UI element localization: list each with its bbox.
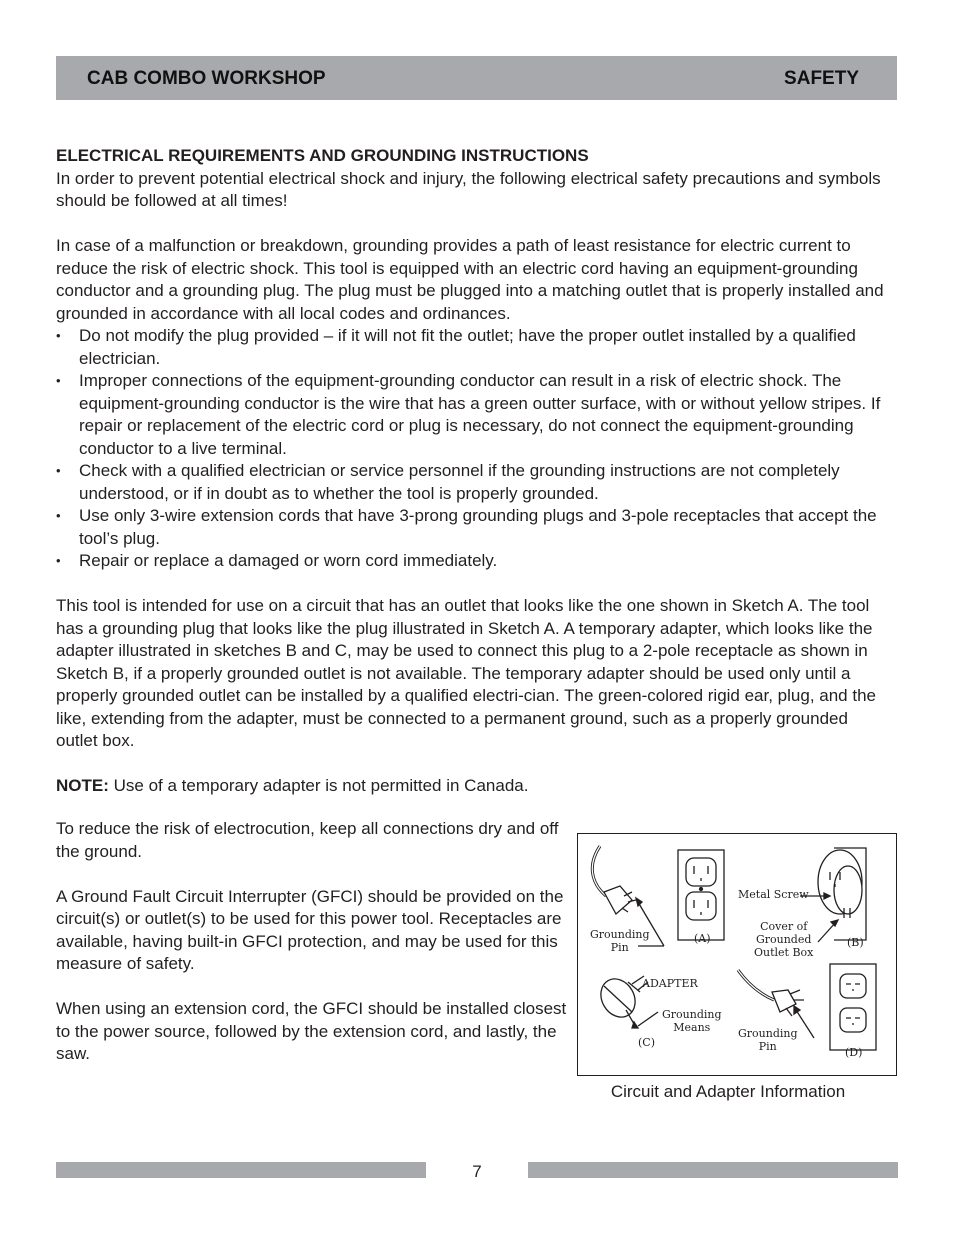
circuit-adapter-figure <box>577 833 897 1076</box>
sketch-a-label: (A) <box>694 932 711 945</box>
note-text: Use of a temporary adapter is not permitted in Canada. <box>108 776 529 795</box>
bullet-text: Use only 3-wire extension cords that have 3-prong grounding plugs and 3-pole receptacles that accept the tool’s plug. <box>79 506 877 548</box>
adapter-label: ADAPTER <box>642 977 698 990</box>
grounding-pin-label-a: Grounding Pin <box>590 928 650 954</box>
bullet-text: Improper connections of the equipment-grounding conductor can result in a risk of electric shock. The equipment-grounding conductor is the wire that has a green outter surface, with or without yellow stripes. If repair or replacement of the electric cord or plug is necessary, do not connect the equipment-grounding conductor to a live terminal. <box>79 371 881 458</box>
bullet-symbol: • <box>56 373 61 388</box>
figure-illustration <box>578 834 896 1075</box>
cover-box-label: Cover of Grounded Outlet Box <box>754 920 814 959</box>
intro-paragraph: In order to prevent potential electrical shock and injury, the following electrical safety precautions and symbols should be followed at all times! <box>56 168 881 210</box>
bullet-symbol: • <box>56 328 61 343</box>
bullet-item <box>56 370 892 460</box>
grounding-paragraph: In case of a malfunction or breakdown, grounding provides a path of least resistance for electric current to reduce the risk of electric shock. This tool is equipped with an electric cord having an equipment-grounding conductor and a grounding plug. The plug must be plugged into a matching outlet that is properly installed and grounded in accordance with all local codes and ordinances. <box>56 236 884 323</box>
grounding-means-label: Grounding Means <box>662 1008 722 1034</box>
safety-bullet-list <box>56 325 892 573</box>
bullet-text: Check with a qualified electrician or service personnel if the grounding instructions are not completely understood, or if in doubt as to whether the tool is properly grounded. <box>79 461 840 503</box>
bullet-item <box>56 460 892 505</box>
note-label: NOTE: <box>56 776 109 795</box>
main-content <box>56 145 892 798</box>
circuit-paragraph: This tool is intended for use on a circuit that has an outlet that looks like the one shown in Sketch A. The tool has a grounding plug that looks like the plug illustrated in Sketch A. A temporary adapter, which looks like the adapter illustrated in sketches B and C, may be used to connect this plug to a 2-pole receptacle as shown in Sketch B, if a properly grounded outlet is not available. The temporary adapter should be used only until a properly grounded outlet can be installed by a qualified electri-cian. The green-colored rigid ear, plug, and the like, extending from the adapter, must be connected to a permanent ground, such as a properly grounded outlet box. <box>56 596 876 750</box>
section-name: SAFETY <box>784 68 859 89</box>
gfci-paragraph: A Ground Fault Circuit Interrupter (GFCI) should be provided on the circuit(s) or outlet(s) to be used for this power tool. Receptacles are available, having built-in GFCI protection, and may be used for this measure of safety. <box>56 886 564 973</box>
footer-bar-right <box>528 1162 898 1178</box>
note-paragraph <box>56 775 892 798</box>
bullet-symbol: • <box>56 553 61 568</box>
manual-title: CAB COMBO WORKSHOP <box>87 68 326 89</box>
bullet-item <box>56 325 892 370</box>
section-heading: ELECTRICAL REQUIREMENTS AND GROUNDING INSTRUCTIONS <box>56 146 589 165</box>
header-bar <box>56 56 897 100</box>
figure-caption: Circuit and Adapter Information <box>610 1082 846 1101</box>
sketch-d-label: (D) <box>845 1046 863 1059</box>
left-column <box>56 818 572 1066</box>
bullet-symbol: • <box>56 508 61 523</box>
bullet-symbol: • <box>56 463 61 478</box>
bullet-item <box>56 505 892 550</box>
page-number: 7 <box>472 1162 482 1181</box>
metal-screw-label: Metal Screw <box>738 888 809 901</box>
footer-bar-left <box>56 1162 426 1178</box>
dry-connections-paragraph: To reduce the risk of electrocution, keep all connections dry and off the ground. <box>56 819 559 861</box>
sketch-c-label: (C) <box>638 1036 655 1049</box>
extension-cord-paragraph: When using an extension cord, the GFCI should be installed closest to the power source, followed by the extension cord, and lastly, the saw. <box>56 999 567 1063</box>
sketch-b-label: (B) <box>847 936 864 949</box>
bullet-text: Repair or replace a damaged or worn cord immediately. <box>79 551 498 570</box>
bullet-item <box>56 550 892 573</box>
bullet-text: Do not modify the plug provided – if it will not fit the outlet; have the proper outlet installed by a qualified electrician. <box>79 326 856 368</box>
grounding-pin-label-d: Grounding Pin <box>738 1027 798 1053</box>
